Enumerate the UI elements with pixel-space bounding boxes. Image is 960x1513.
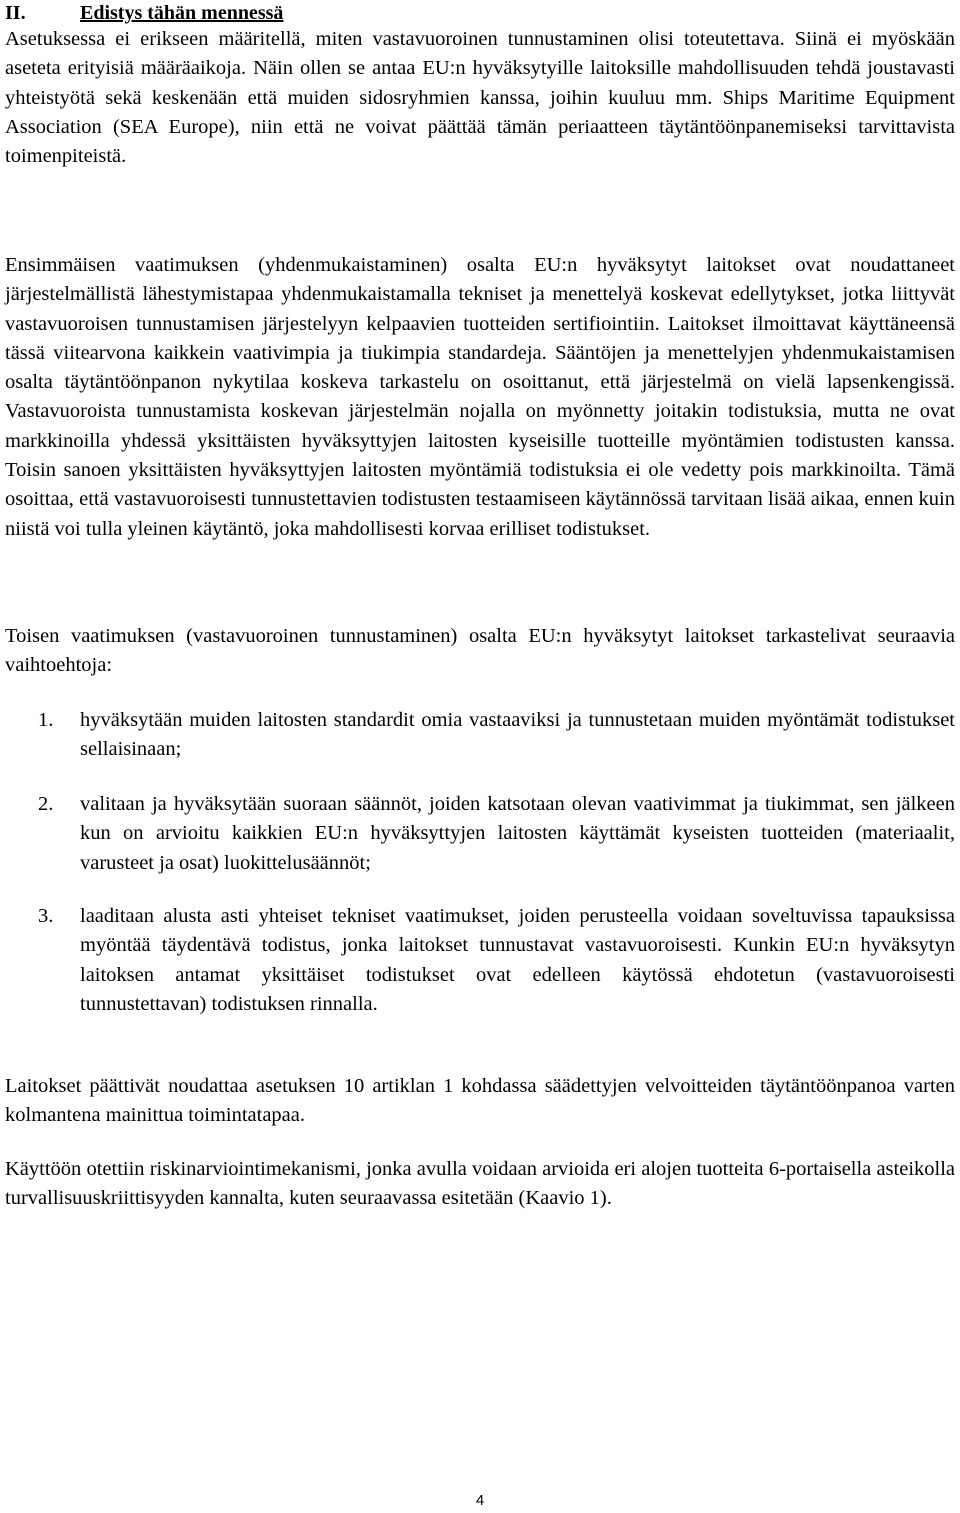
- list-item-number: 3.: [38, 905, 54, 927]
- list-item-text: hyväksytään muiden laitosten standardit omia vastaaviksi ja tunnustetaan muiden myöntämät todistukset sellaisinaan;: [80, 709, 955, 761]
- section-heading: [5, 0, 955, 26]
- section-number: II.: [5, 2, 26, 24]
- paragraph-mutual-recognition: Toisen vaatimuksen (vastavuoroinen tunnustaminen) osalta EU:n hyväksytyt laitokset tarkastelivat seuraavia vaihtoehtoja:: [5, 625, 955, 677]
- page-number: 4: [475, 1492, 485, 1509]
- list-item-text: valitaan ja hyväksytään suoraan säännöt, joiden katsotaan olevan vaativimmat ja tiukimmat, sen jälkeen kun on arvioitu kaikkien EU:n hyväksyttyjen laitosten käyttämät kyseisten tuotteiden (materiaalit, varusteet ja osat) luokittelusäännöt;: [80, 793, 955, 874]
- document-page: [5, 0, 955, 1210]
- paragraph-decision: Laitokset päättivät noudattaa asetuksen 10 artiklan 1 kohdassa säädettyjen velvoitteiden täytäntöönpanoa varten kolmantena mainittua toimintatapaa.: [5, 1075, 955, 1127]
- list-item-text: laaditaan alusta asti yhteiset tekniset vaatimukset, joiden perusteella voidaan soveltuvissa tapauksissa myöntää täydentävä todistus, jonka laitokset tunnustavat vastavuoroisesti. Kunkin EU:n hyväksytyn laitoksen antamat yksittäiset todistukset ovat edelleen käytössä ehdotetun (vastavuoroisesti tunnustettavan) todistuksen rinnalla.: [80, 905, 955, 1015]
- paragraph-risk-assessment: Käyttöön otettiin riskinarviointimekanismi, jonka avulla voidaan arvioida eri alojen tuotteita 6-portaisella asteikolla turvallisuuskriittisyyden kannalta, kuten seuraavassa esitetään (Kaavio 1).: [5, 1158, 955, 1210]
- paragraph-intro: Asetuksessa ei erikseen määritellä, miten vastavuoroinen tunnustaminen olisi toteutettava. Siinä ei myöskään aseteta erityisiä määräaikoja. Näin ollen se antaa EU:n hyväksytyille laitoksille mahdollisuuden tehdä joustavasti yhteistyötä sekä keskenään että muiden sidosryhmien kanssa, joihin kuuluu mm. Ships Maritime Equipment Association (SEA Europe), niin että ne voivat päättää tämän periaatteen täytäntöönpanemiseksi tarvittavista toimenpiteistä.: [5, 28, 955, 168]
- list-item-number: 1.: [38, 709, 54, 731]
- list-item: [5, 790, 955, 878]
- list-item: [5, 706, 955, 765]
- paragraph-harmonisation: Ensimmäisen vaatimuksen (yhdenmukaistaminen) osalta EU:n hyväksytyt laitokset ovat noudattaneet järjestelmällistä lähestymistapaa yhdenmukaistamalla tekniset ja menettelyä koskevat edellytykset, jotka liittyvät vastavuoroisen tunnustamisen järjestelyyn kelpaavien tuotteiden sertifiointiin. Laitokset ilmoittavat käyttäneensä tässä viitearvona kaikkein vaativimpia ja tiukimpia standardeja. Sääntöjen ja menettelyjen yhdenmukaistamisen osalta täytäntöönpanon nykytilaa koskeva tarkastelu on osoittanut, että järjestelmä on vielä lapsenkengissä. Vastavuoroista tunnustamista koskevan järjestelmän nojalla on myönnetty joitakin todistuksia, mutta ne ovat markkinoilla yhdessä yksittäisten hyväksyttyjen laitosten kyseisille tuotteille myöntämien todistusten kanssa. Toisin sanoen yksittäisten hyväksyttyjen laitosten myöntämiä todistuksia ei ole vedetty pois markkinoilta. Tämä osoittaa, että vastavuoroisesti tunnustettavien todistusten testaamiseen käytännössä tarvitaan lisää aikaa, ennen kuin niistä voi tulla yleinen käytäntö, joka mahdollisesti korvaa erilliset todistukset.: [5, 254, 955, 540]
- list-item-number: 2.: [38, 793, 54, 815]
- list-item: [5, 902, 955, 1019]
- section-title: Edistys tähän mennessä: [80, 2, 284, 24]
